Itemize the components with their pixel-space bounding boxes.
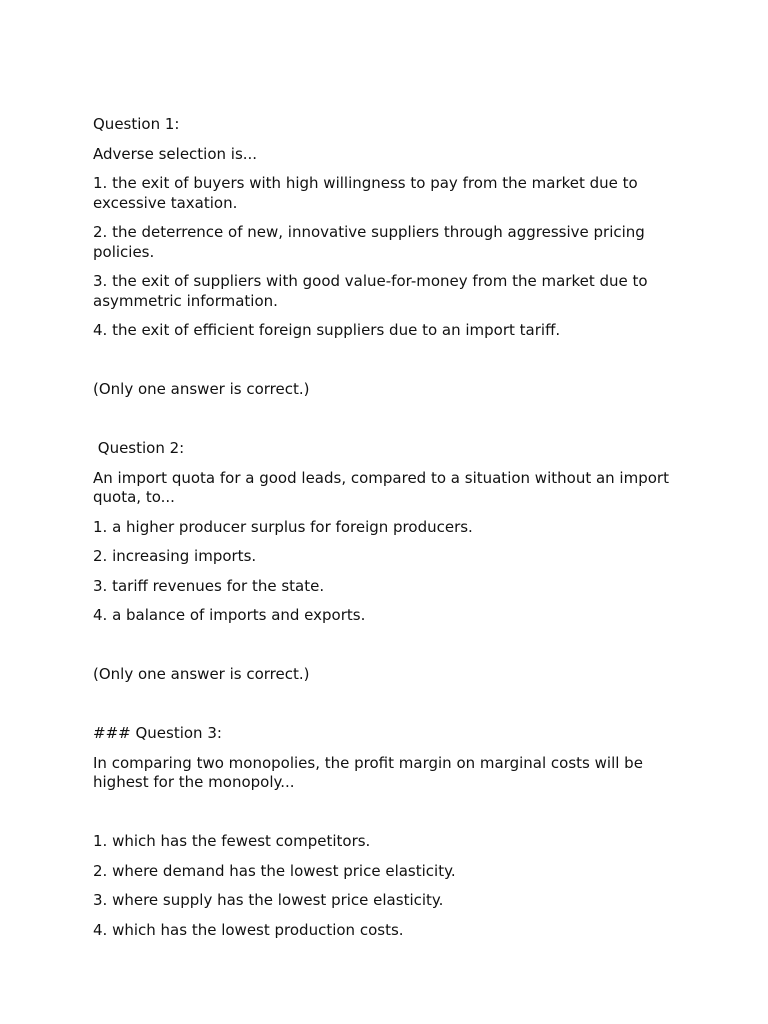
question-1-heading: Question 1: (93, 115, 180, 133)
question-1-option-4: 4. the exit of efficient foreign suppliers due to an import tariff. (93, 321, 561, 339)
question-2-option-1: 1. a higher producer surplus for foreign producers. (93, 517, 473, 536)
document-page (93, 115, 683, 950)
question-3-heading: ### Question 3: (93, 724, 222, 742)
question-2-option-2: 2. increasing imports. (93, 547, 257, 565)
question-3-prompt: In comparing two monopolies, the profit margin on marginal costs will be highest for the monopoly... (93, 753, 643, 791)
question-1-note: (Only one answer is correct.) (93, 380, 310, 398)
question-2-option-4: 4. a balance of imports and exports. (93, 606, 366, 624)
question-1-option-2: 2. the deterrence of new, innovative suppliers through aggressive pricing policies. (93, 223, 645, 261)
spacer (93, 695, 683, 725)
question-3-option-4: 4. which has the lowest production costs. (93, 920, 404, 939)
question-3-option-2: 2. where demand has the lowest price elasticity. (93, 861, 456, 880)
question-3-option-3: 3. where supply has the lowest price elasticity. (93, 891, 444, 909)
spacer (93, 803, 683, 833)
question-2-option-3: 3. tariff revenues for the state. (93, 576, 325, 595)
question-2-note: (Only one answer is correct.) (93, 665, 310, 683)
spacer (93, 636, 683, 666)
spacer (93, 351, 683, 381)
spacer (93, 410, 683, 440)
question-1-option-3: 3. the exit of suppliers with good value-for-money from the market due to asymmetric information. (93, 272, 648, 310)
question-2-prompt: An import quota for a good leads, compared to a situation without an import quota, to... (93, 468, 669, 506)
question-1-option-1: 1. the exit of buyers with high willingness to pay from the market due to excessive taxation. (93, 174, 638, 212)
question-1-prompt: Adverse selection is... (93, 144, 258, 163)
question-2-heading: Question 2: (93, 439, 185, 457)
question-3-option-1: 1. which has the fewest competitors. (93, 832, 371, 850)
